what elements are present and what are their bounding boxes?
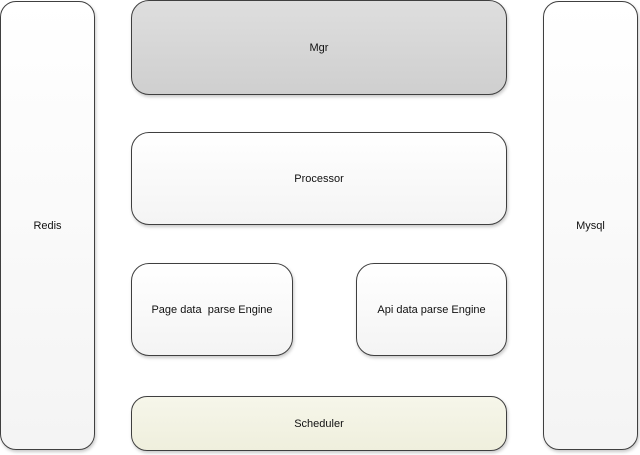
api-data-parse-engine-label: Api data parse Engine	[377, 303, 486, 316]
page-data-parse-engine-label: Page data parse Engine	[151, 303, 273, 316]
mysql-label: Mysql	[576, 219, 605, 232]
mysql-store-box	[543, 1, 638, 450]
mgr-label: Mgr	[309, 41, 329, 54]
processor-label: Processor	[294, 172, 344, 185]
redis-store-box	[0, 1, 95, 450]
redis-label: Redis	[33, 219, 62, 232]
page-data-parse-engine-box	[131, 263, 293, 356]
api-data-parse-engine-box	[356, 263, 507, 356]
scheduler-label: Scheduler	[294, 417, 344, 430]
processor-box	[131, 132, 507, 225]
scheduler-box	[131, 396, 507, 451]
mgr-box	[131, 0, 507, 95]
